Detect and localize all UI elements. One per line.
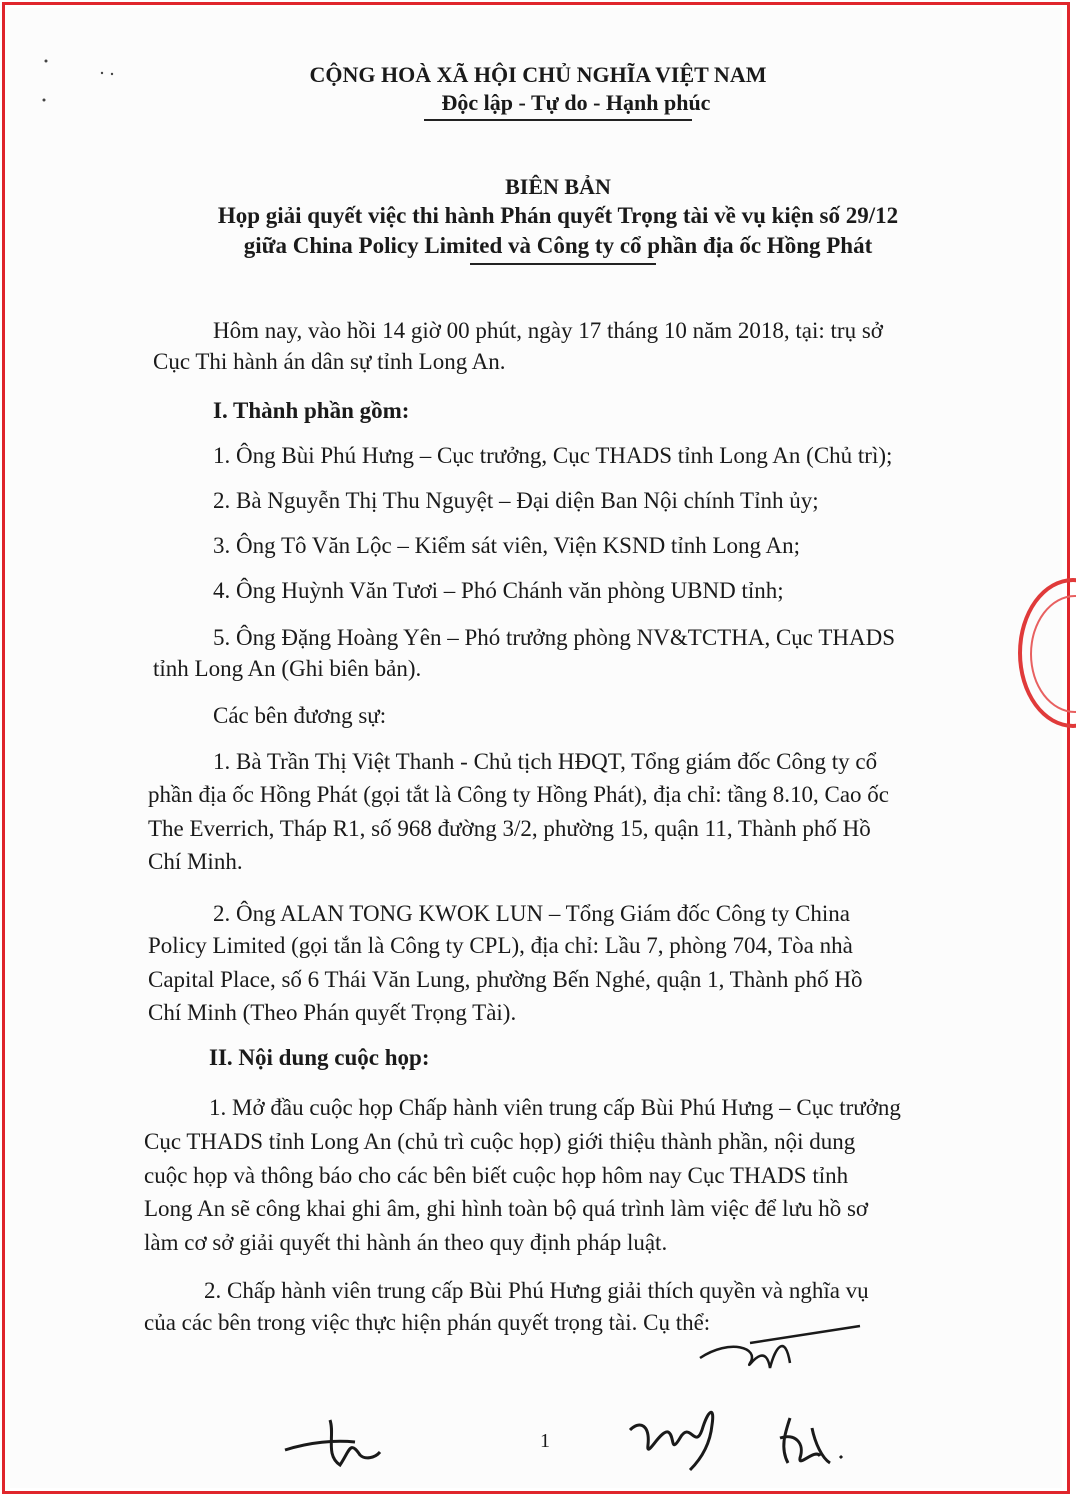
signature-top-right <box>690 1318 870 1388</box>
page-number: 1 <box>540 1430 550 1452</box>
signature-bottom-center <box>620 1390 740 1480</box>
member-3: 3. Ông Tô Văn Lộc – Kiểm sát viên, Viện KSND tỉnh Long An; <box>213 533 800 558</box>
member-4: 4. Ông Huỳnh Văn Tươi – Phó Chánh văn phòng UBND tỉnh; <box>213 578 784 603</box>
party-1-line-4: Chí Minh. <box>148 849 243 874</box>
document-type: BIÊN BẢN <box>505 174 611 199</box>
content-para-1-line-5: làm cơ sở giải quyết thi hành án theo quy định pháp luật. <box>144 1230 668 1255</box>
content-para-1-line-1: 1. Mở đầu cuộc họp Chấp hành viên trung cấp Bùi Phú Hưng – Cục trưởng <box>209 1095 901 1120</box>
content-para-1-line-3: cuộc họp và thông báo cho các bên biết cuộc họp hôm nay Cục THADS tỉnh <box>144 1163 849 1188</box>
intro-line-2: Cục Thi hành án dân sự tỉnh Long An. <box>153 349 506 374</box>
content-para-1-line-4: Long An sẽ công khai ghi âm, ghi hình toàn bộ quá trình làm việc để lưu hồ sơ <box>144 1196 869 1221</box>
motto: Độc lập - Tự do - Hạnh phúc <box>441 90 711 115</box>
party-2-line-2: Policy Limited (gọi tắn là Công ty CPL), địa chỉ: Lầu 7, phòng 704, Tòa nhà <box>148 933 853 958</box>
nation-header: CỘNG HOÀ XÃ HỘI CHỦ NGHĨA VIỆT NAM <box>309 62 767 87</box>
subject-line-1: Họp giải quyết việc thi hành Phán quyết Trọng tài về vụ kiện số 29/12 <box>217 203 899 228</box>
member-5-cont: tỉnh Long An (Ghi biên bản). <box>153 656 422 681</box>
signature-bottom-right <box>770 1408 860 1478</box>
member-2: 2. Bà Nguyễn Thị Thu Nguyệt – Đại diện Ban Nội chính Tỉnh ủy; <box>213 488 819 513</box>
content-para-1-line-2: Cục THADS tỉnh Long An (chủ trì cuộc họp) giới thiệu thành phần, nội dung <box>144 1129 856 1154</box>
subject-line-2: giữa China Policy Limited và Công ty cổ phần địa ốc Hồng Phát <box>243 233 873 258</box>
signature-bottom-left <box>280 1410 400 1480</box>
content-para-2-line-2: của các bên trong việc thực hiện phán quyết trọng tài. Cụ thể: <box>144 1310 711 1335</box>
intro-line-1: Hôm nay, vào hồi 14 giờ 00 phút, ngày 17 tháng 10 năm 2018, tại: trụ sở <box>213 318 883 343</box>
party-1-line-2: phần địa ốc Hồng Phát (gọi tắt là Công ty Hồng Phát), địa chỉ: tầng 8.10, Cao ốc <box>148 782 889 807</box>
party-1-line-1: 1. Bà Trần Thị Việt Thanh - Chủ tịch HĐQT, Tổng giám đốc Công ty cổ <box>213 749 878 774</box>
section-2-heading: II. Nội dung cuộc họp: <box>209 1045 430 1070</box>
parties-label: Các bên đương sự: <box>213 703 387 728</box>
party-2-line-1: 2. Ông ALAN TONG KWOK LUN – Tổng Giám đốc Công ty China <box>213 901 850 926</box>
member-5: 5. Ông Đặng Hoàng Yên – Phó trưởng phòng NV&TCTHA, Cục THADS <box>213 625 896 650</box>
title-underline <box>470 263 656 265</box>
party-2-line-4: Chí Minh (Theo Phán quyết Trọng Tài). <box>148 1000 517 1025</box>
party-1-line-3: The Everrich, Tháp R1, số 968 đường 3/2, phường 15, quận 11, Thành phố Hồ <box>148 816 871 841</box>
motto-underline <box>424 119 692 121</box>
section-1-heading: I. Thành phần gồm: <box>213 398 410 423</box>
scan-marks <box>40 55 130 105</box>
party-2-line-3: Capital Place, số 6 Thái Văn Lung, phường Bến Nghé, quận 1, Thành phố Hồ <box>148 967 863 992</box>
member-1: 1. Ông Bùi Phú Hưng – Cục trưởng, Cục THADS tỉnh Long An (Chủ trì); <box>213 443 893 468</box>
content-para-2-line-1: 2. Chấp hành viên trung cấp Bùi Phú Hưng giải thích quyền và nghĩa vụ <box>204 1278 869 1303</box>
